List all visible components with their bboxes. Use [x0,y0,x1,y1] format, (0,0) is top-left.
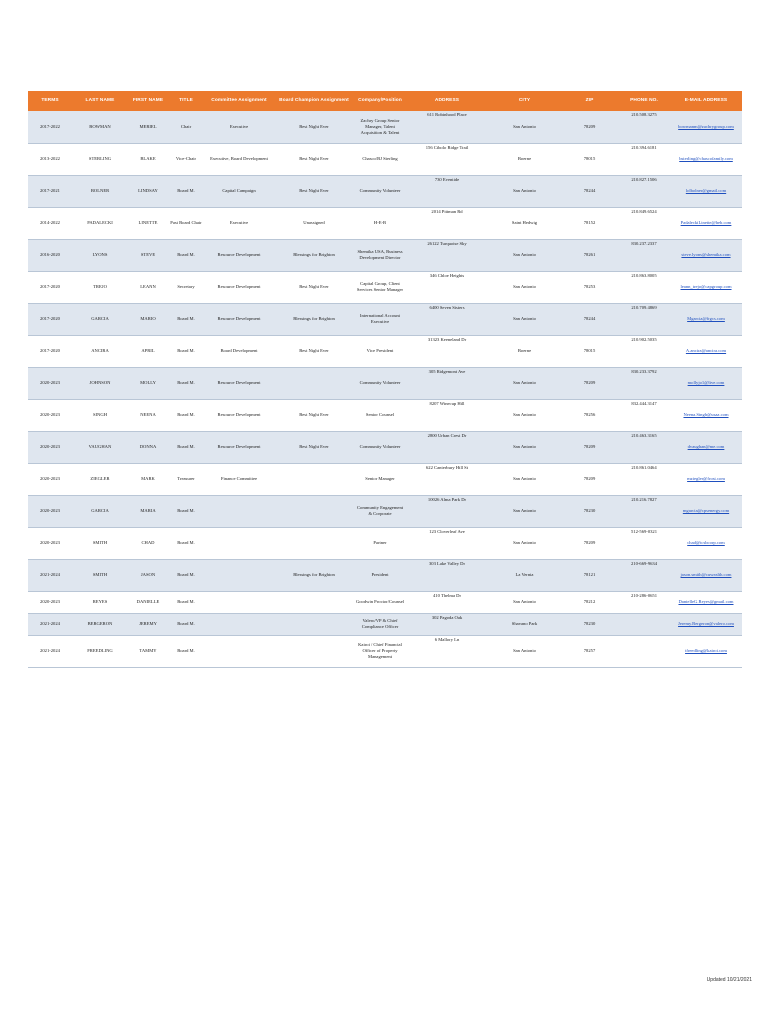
cell-city: Boerne [488,143,561,175]
cell-email [670,527,742,559]
col-header-company: Company/Position [354,91,406,111]
cell-company: Senior Counsel [354,399,406,431]
cell-last-name: FREEDLING [72,635,128,667]
cell-committee [204,635,274,667]
cell-champion: Best Night Ever [274,335,354,367]
col-header-email: E-MAIL ADDRESS [670,91,742,111]
cell-last-name: PADALECKI [72,207,128,239]
table-row [28,495,742,527]
cell-phone: 830.233.3792 [618,367,670,399]
cell-zip: 78256 [561,399,618,431]
cell-company: Community Engagement & Corporate [354,495,406,527]
cell-zip: 78253 [561,271,618,303]
cell-champion [274,635,354,667]
cell-address: 346 Chloe Heights [406,271,488,303]
cell-committee: Executive [204,111,274,143]
cell-first-name: MARK [128,463,168,495]
cell-company: Vice President [354,335,406,367]
cell-zip: 78244 [561,175,618,207]
cell-phone: 210.827.1506 [618,175,670,207]
cell-zip: 78257 [561,635,618,667]
cell-zip: 78230 [561,495,618,527]
email-link[interactable]: mollyjo1@live.com [687,380,725,386]
cell-first-name: JASON [128,559,168,591]
table-row [28,399,742,431]
email-link[interactable]: steve.lyons@shemika.com [681,252,731,258]
cell-city: San Antonio [488,527,561,559]
cell-champion [274,613,354,635]
cell-address: 730 Eventide [406,175,488,207]
cell-title: Board M. [168,613,204,635]
table-row [28,207,742,239]
cell-first-name: TAMMY [128,635,168,667]
cell-terms: 2020-2023 [28,367,72,399]
cell-company: Community Volunteer [354,367,406,399]
cell-phone: 210.863.8005 [618,271,670,303]
cell-committee: Resource Development [204,399,274,431]
table-row [28,239,742,271]
cell-email [670,559,742,591]
cell-committee: Resource Development [204,367,274,399]
cell-first-name: STEVE [128,239,168,271]
cell-phone: 832.444.3147 [618,399,670,431]
cell-email [670,591,742,613]
cell-committee: Capital Campaign [204,175,274,207]
email-link[interactable]: bowmanm@zachrygroup.com [678,123,734,129]
cell-phone: 210.849.6524 [618,207,670,239]
cell-title: Treasurer [168,463,204,495]
table-row [28,271,742,303]
cell-first-name: MERIEL [128,111,168,143]
cell-champion: Best Night Ever [274,431,354,463]
cell-city: San Antonio [488,303,561,335]
email-link[interactable]: mziegler@frost.com [687,476,725,482]
cell-last-name: SINGH [72,399,128,431]
cell-zip: 78209 [561,111,618,143]
cell-title: Board M. [168,559,204,591]
cell-title: Board M. [168,591,204,613]
cell-committee: Resource Development [204,271,274,303]
cell-first-name: JEREMY [128,613,168,635]
cell-address: 302 Pagoda Oak [406,613,488,635]
table-row [28,613,742,635]
cell-phone: 210.861.0464 [618,463,670,495]
cell-committee: Executive, Board Development [204,143,274,175]
cell-title: Board M. [168,635,204,667]
cell-address: 8207 Winecup Hill [406,399,488,431]
cell-email [670,303,742,335]
table-row [28,303,742,335]
cell-email [670,175,742,207]
cell-last-name: VAUGHAN [72,431,128,463]
cell-terms: 2020-2023 [28,431,72,463]
table-row [28,635,742,667]
cell-address: 410 Thelma Dr [406,591,488,613]
cell-company: Chasco/BJ Sterling [354,143,406,175]
cell-address: 6400 Seven Sisters [406,303,488,335]
col-header-zip: ZIP [561,91,618,111]
cell-zip: 78209 [561,431,618,463]
cell-last-name: STERLING [72,143,128,175]
cell-city: Saint Hedwig [488,207,561,239]
col-header-committee: Committee Assignment [204,91,274,111]
email-link[interactable]: tfreedling@kairoi.com [685,648,727,654]
cell-title: Past Board Chair [168,207,204,239]
cell-city: San Antonio [488,495,561,527]
cell-last-name: LYONS [72,239,128,271]
cell-company: Partner [354,527,406,559]
cell-terms: 2017-2020 [28,271,72,303]
cell-phone: 210-669-9634 [618,559,670,591]
cell-committee: Finance Committee [204,463,274,495]
cell-address: 2800 Urban Crest Dr [406,431,488,463]
cell-email [670,239,742,271]
cell-address: 6 Mallory Ln [406,635,488,667]
cell-terms: 2020-2023 [28,463,72,495]
cell-title: Board M. [168,175,204,207]
cell-zip: 78209 [561,463,618,495]
cell-committee [204,613,274,635]
cell-city: San Antonio [488,591,561,613]
cell-committee: Executive [204,207,274,239]
cell-company: Capital Group, Client Services Senior Manager [354,271,406,303]
email-link[interactable]: A.ancira@ancira.com [685,348,727,354]
email-link[interactable]: bsterling@chascofamily.com [679,156,733,162]
table-row [28,431,742,463]
cell-first-name: MARIA [128,495,168,527]
cell-title: Board M. [168,335,204,367]
cell-last-name: BOWMAN [72,111,128,143]
cell-first-name: CHAD [128,527,168,559]
cell-champion [274,591,354,613]
cell-champion [274,527,354,559]
email-link[interactable]: DanielleG.Reyes@gmail.com [678,599,734,605]
cell-last-name: SMITH [72,559,128,591]
cell-zip: 78261 [561,239,618,271]
cell-city: Shavano Park [488,613,561,635]
cell-phone: 210.463.3165 [618,431,670,463]
cell-title: Board M. [168,367,204,399]
header-row [28,91,742,111]
cell-zip: 78212 [561,591,618,613]
cell-terms: 2013-2022 [28,143,72,175]
cell-first-name: APRIL [128,335,168,367]
cell-company: Senior Manager [354,463,406,495]
cell-last-name: ZIEGLER [72,463,128,495]
col-header-last-name: LAST NAME [72,91,128,111]
cell-company: Goodwin Proctor/Counsel [354,591,406,613]
cell-city: San Antonio [488,111,561,143]
cell-terms: 2014-2022 [28,207,72,239]
email-link[interactable]: jason.smith@cuwealth.com [680,572,732,578]
cell-phone: 512-569-0321 [618,527,670,559]
col-header-champion: Board Champion Assignment [274,91,354,111]
col-header-city: CITY [488,91,561,111]
col-header-first-name: FIRST NAME [128,91,168,111]
cell-zip: 78209 [561,367,618,399]
col-header-phone: PHONE NO. [618,91,670,111]
cell-email [670,335,742,367]
cell-last-name: JOHNSON [72,367,128,399]
cell-terms: 2017-2021 [28,175,72,207]
cell-phone: 210.508.3275 [618,111,670,143]
cell-company: International Account Executive [354,303,406,335]
cell-terms: 2020-2023 [28,591,72,613]
cell-city: San Antonio [488,463,561,495]
cell-first-name: NEENA [128,399,168,431]
cell-champion: Best Night Ever [274,143,354,175]
cell-phone [618,613,670,635]
cell-committee [204,527,274,559]
cell-phone: 210.902.5035 [618,335,670,367]
board-roster-table [28,91,742,668]
cell-city: La Vernia [488,559,561,591]
cell-company: Community Volunteer [354,175,406,207]
cell-title: Board M. [168,303,204,335]
cell-phone [618,635,670,667]
cell-company: Zachry Group Senior Manager, Talent Acquisition & Talent [354,111,406,143]
cell-address: 305 Ridgemont Ave [406,367,488,399]
cell-phone: 210.709.4869 [618,303,670,335]
cell-terms: 2017-2020 [28,335,72,367]
cell-champion: Best Night Ever [274,111,354,143]
cell-email [670,367,742,399]
cell-last-name: ANCIRA [72,335,128,367]
email-link[interactable]: PadaleckiLinette@heb.com [680,220,732,226]
cell-city: San Antonio [488,175,561,207]
cell-zip: 78152 [561,207,618,239]
cell-committee [204,559,274,591]
cell-email [670,271,742,303]
cell-email [670,111,742,143]
cell-email [670,635,742,667]
cell-phone: 830.237.2337 [618,239,670,271]
cell-last-name: GARCIA [72,495,128,527]
table-row [28,111,742,143]
cell-last-name: BOLNER [72,175,128,207]
cell-champion: Unassigned [274,207,354,239]
cell-zip: 78015 [561,335,618,367]
cell-email [670,143,742,175]
cell-address: 26122 Turquoise Sky [406,239,488,271]
email-link[interactable]: lolbolner@gmail.com [685,188,727,194]
cell-email [670,431,742,463]
cell-zip: 78209 [561,527,618,559]
cell-company: Shemika USA, Business Development Director [354,239,406,271]
cell-first-name: DANIELLE [128,591,168,613]
cell-last-name: GARCIA [72,303,128,335]
cell-first-name: BLAKE [128,143,168,175]
cell-first-name: MARIO [128,303,168,335]
cell-terms: 2020-2023 [28,495,72,527]
cell-city: Boerne [488,335,561,367]
cell-email [670,613,742,635]
cell-champion: Blessings for Brighton [274,303,354,335]
cell-company: H-E-B [354,207,406,239]
cell-address: 303 Lake Valley Dr [406,559,488,591]
cell-champion [274,463,354,495]
cell-last-name: SMITH [72,527,128,559]
cell-company: Community Volunteer [354,431,406,463]
cell-city: San Antonio [488,431,561,463]
email-link[interactable]: Jeremy.Bergeron@valero.com [678,621,734,627]
cell-first-name: LINETTE [128,207,168,239]
cell-last-name: BERGERON [72,613,128,635]
cell-champion: Best Night Ever [274,399,354,431]
cell-title: Secretary [168,271,204,303]
cell-champion: Blessings for Brighton [274,559,354,591]
cell-email [670,463,742,495]
cell-email [670,495,742,527]
cell-terms: 2020-2023 [28,527,72,559]
cell-title: Chair [168,111,204,143]
cell-company: Kairoi / Chief Financial Officer of Property Management [354,635,406,667]
email-link[interactable]: leann_trejo@capgroup.com [680,284,732,290]
email-link[interactable]: dvaughan@me.com [687,444,725,450]
cell-champion [274,367,354,399]
updated-date: Updated 10/21/2021 [706,977,752,983]
table-row [28,527,742,559]
cell-city: San Antonio [488,271,561,303]
cell-committee: Board Development [204,335,274,367]
cell-first-name: MOLLY [128,367,168,399]
cell-terms: 2017-2020 [28,303,72,335]
cell-committee [204,591,274,613]
cell-email [670,399,742,431]
col-header-title: TITLE [168,91,204,111]
cell-committee: Resource Development [204,239,274,271]
table-row [28,591,742,613]
table-row [28,559,742,591]
cell-title: Board M. [168,431,204,463]
cell-address: 2014 Pittman Rd [406,207,488,239]
cell-first-name: DONNA [128,431,168,463]
email-link[interactable]: chad@tcsbcorp.com [687,540,725,546]
cell-city: San Antonio [488,239,561,271]
cell-committee [204,495,274,527]
cell-title: Board M. [168,399,204,431]
cell-address: 10026 Alma Park Dr [406,495,488,527]
cell-email [670,207,742,239]
cell-first-name: LEANN [128,271,168,303]
col-header-terms: TERMS [28,91,72,111]
cell-terms: 2016-2020 [28,239,72,271]
cell-zip: 78015 [561,143,618,175]
cell-champion [274,495,354,527]
email-link[interactable]: mgarcia@cpsenergy.com [682,508,730,514]
cell-address: 611 Robinhood Place [406,111,488,143]
cell-city: San Antonio [488,635,561,667]
cell-title: Vice-Chair [168,143,204,175]
cell-terms: 2020-2023 [28,399,72,431]
table-row [28,143,742,175]
cell-city: San Antonio [488,367,561,399]
cell-address: 31323 Keeneland Dr [406,335,488,367]
cell-title: Board M. [168,495,204,527]
table-row [28,463,742,495]
cell-company: President [354,559,406,591]
cell-first-name: LINDSAY [128,175,168,207]
col-header-address: ADDRESS [406,91,488,111]
cell-title: Board M. [168,527,204,559]
cell-champion: Best Night Ever [274,271,354,303]
cell-phone: 210.216.7827 [618,495,670,527]
cell-terms: 2021-2024 [28,613,72,635]
cell-champion: Blessings for Brighton [274,239,354,271]
cell-zip: 78121 [561,559,618,591]
cell-zip: 78230 [561,613,618,635]
email-link[interactable]: Neena.Singh@usaa.com [683,412,729,418]
email-link[interactable]: Mgarcia@frgcs.com [687,316,725,322]
cell-terms: 2017-2022 [28,111,72,143]
cell-company: Valero/VP & Chief Compliance Officer [354,613,406,635]
cell-phone: 210-286-0651 [618,591,670,613]
table-row [28,335,742,367]
cell-champion: Best Night Ever [274,175,354,207]
table-row [28,367,742,399]
cell-city: San Antonio [488,399,561,431]
cell-committee: Resource Development [204,431,274,463]
cell-terms: 2021-2024 [28,559,72,591]
cell-address: 622 Canterbury Hill St [406,463,488,495]
cell-terms: 2021-2024 [28,635,72,667]
table-row [28,175,742,207]
cell-title: Board M. [168,239,204,271]
cell-phone: 210.394.6181 [618,143,670,175]
cell-last-name: TREJO [72,271,128,303]
cell-zip: 78244 [561,303,618,335]
cell-last-name: REYES [72,591,128,613]
cell-address: 123 Cloverleaf Ave [406,527,488,559]
cell-address: 156 Cibolo Ridge Trail [406,143,488,175]
cell-committee: Resource Development [204,303,274,335]
